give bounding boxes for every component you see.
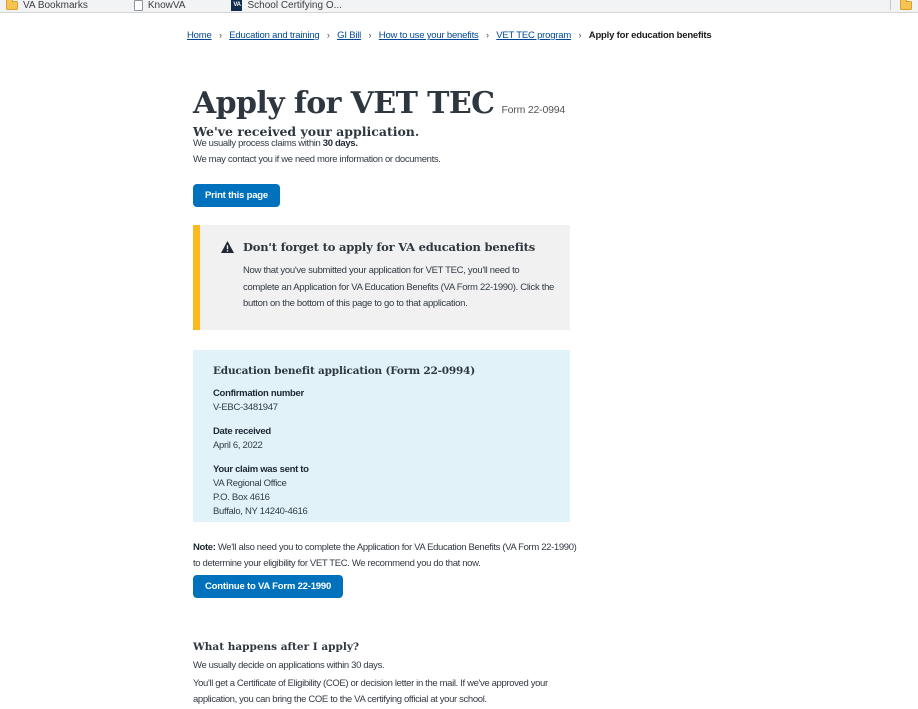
page-title-text: Apply for VET TEC: [193, 86, 495, 122]
other-bookmarks-folder-icon[interactable]: [900, 1, 912, 10]
note-label: Note:: [193, 541, 216, 553]
breadcrumb-separator: ›: [326, 30, 330, 40]
warning-heading: Don't forget to apply for VA education benefits: [243, 240, 536, 254]
breadcrumb-link-gi-bill[interactable]: GI Bill: [337, 30, 362, 41]
claim-address-line: Buffalo, NY 14240-4616: [213, 506, 308, 517]
contact-line: We may contact you if we need more information or documents.: [193, 154, 441, 165]
bookmarks-bar: [0, 0, 918, 13]
warning-icon: [221, 241, 234, 253]
breadcrumb-link-how-to-use[interactable]: How to use your benefits: [378, 30, 479, 41]
claim-sent-group: [213, 463, 550, 519]
breadcrumb-current: Apply for education benefits: [588, 30, 712, 41]
bookmark-label: VA Bookmarks: [23, 0, 88, 11]
date-received-group: [213, 425, 550, 453]
print-page-button[interactable]: Print this page: [193, 184, 280, 207]
summary-box: [193, 350, 570, 522]
warning-alert-header: [221, 240, 548, 254]
process-line-bold: 30 days.: [322, 138, 358, 149]
breadcrumb-separator: ›: [219, 30, 222, 40]
confirmation-label: Confirmation number: [213, 388, 304, 399]
breadcrumb-separator: ›: [578, 30, 582, 40]
bookmark-label: School Certifying O...: [247, 0, 342, 11]
intro-paragraph: [193, 136, 441, 168]
bookmark-school-certifying[interactable]: [231, 0, 341, 11]
warning-body: Now that you've submitted your application for VET TEC, you'll need to complete an Application for VA Education Benefits (VA Form 22-1990). Click the button on the bottom of this page to go to that application.: [243, 265, 555, 309]
after-apply-p2: You'll get a Certificate of Eligibility (COE) or decision letter in the mail. If we've approved your application, you can bring the COE to the VA certifying official at your school.: [193, 677, 548, 705]
bookmarks-separator: [890, 0, 891, 10]
claim-sent-label: Your claim was sent to: [213, 464, 309, 475]
confirmation-number: V-EBC-3481947: [213, 402, 278, 413]
breadcrumb-link-education[interactable]: Education and training: [229, 30, 320, 41]
confirmation-group: [213, 387, 550, 415]
claim-address-line: VA Regional Office: [213, 478, 287, 489]
process-line-text: We usually process claims within: [193, 138, 323, 149]
breadcrumb-separator: ›: [486, 30, 489, 40]
date-received-label: Date received: [213, 426, 271, 437]
breadcrumb-separator: ›: [368, 30, 372, 40]
bookmark-label: KnowVA: [147, 0, 186, 11]
bookmark-knowva[interactable]: [134, 0, 186, 11]
received-heading: We've received your application.: [193, 124, 420, 140]
page-title: [193, 86, 565, 121]
claim-address-line: P.O. Box 4616: [213, 492, 270, 503]
breadcrumb: [187, 30, 711, 41]
continue-to-form-button[interactable]: Continue to VA Form 22-1990: [193, 575, 343, 598]
process-line: [193, 136, 441, 152]
after-apply-heading: What happens after I apply?: [193, 640, 360, 653]
va-favicon-icon: VA: [231, 0, 242, 11]
note-text: We'll also need you to complete the Application for VA Education Benefits (VA Form 22-1990) to determine your eligibility for VET TEC. We recommend you do that now.: [193, 541, 577, 569]
bookmarks-bar-right: [890, 0, 912, 10]
date-received-value: April 6, 2022: [213, 440, 263, 451]
page-icon: [134, 0, 143, 11]
after-apply-p1: We usually decide on applications within 30 days.: [193, 659, 385, 671]
summary-heading: Education benefit application (Form 22-0994): [213, 365, 475, 377]
breadcrumb-link-vet-tec[interactable]: VET TEC program: [496, 30, 572, 41]
note-paragraph: [193, 540, 579, 573]
form-number: Form 22-0994: [501, 104, 566, 117]
breadcrumb-link-home[interactable]: Home: [187, 30, 212, 41]
bookmark-va-bookmarks-folder[interactable]: [6, 0, 88, 11]
folder-icon: [6, 1, 18, 10]
warning-alert: [193, 225, 570, 330]
